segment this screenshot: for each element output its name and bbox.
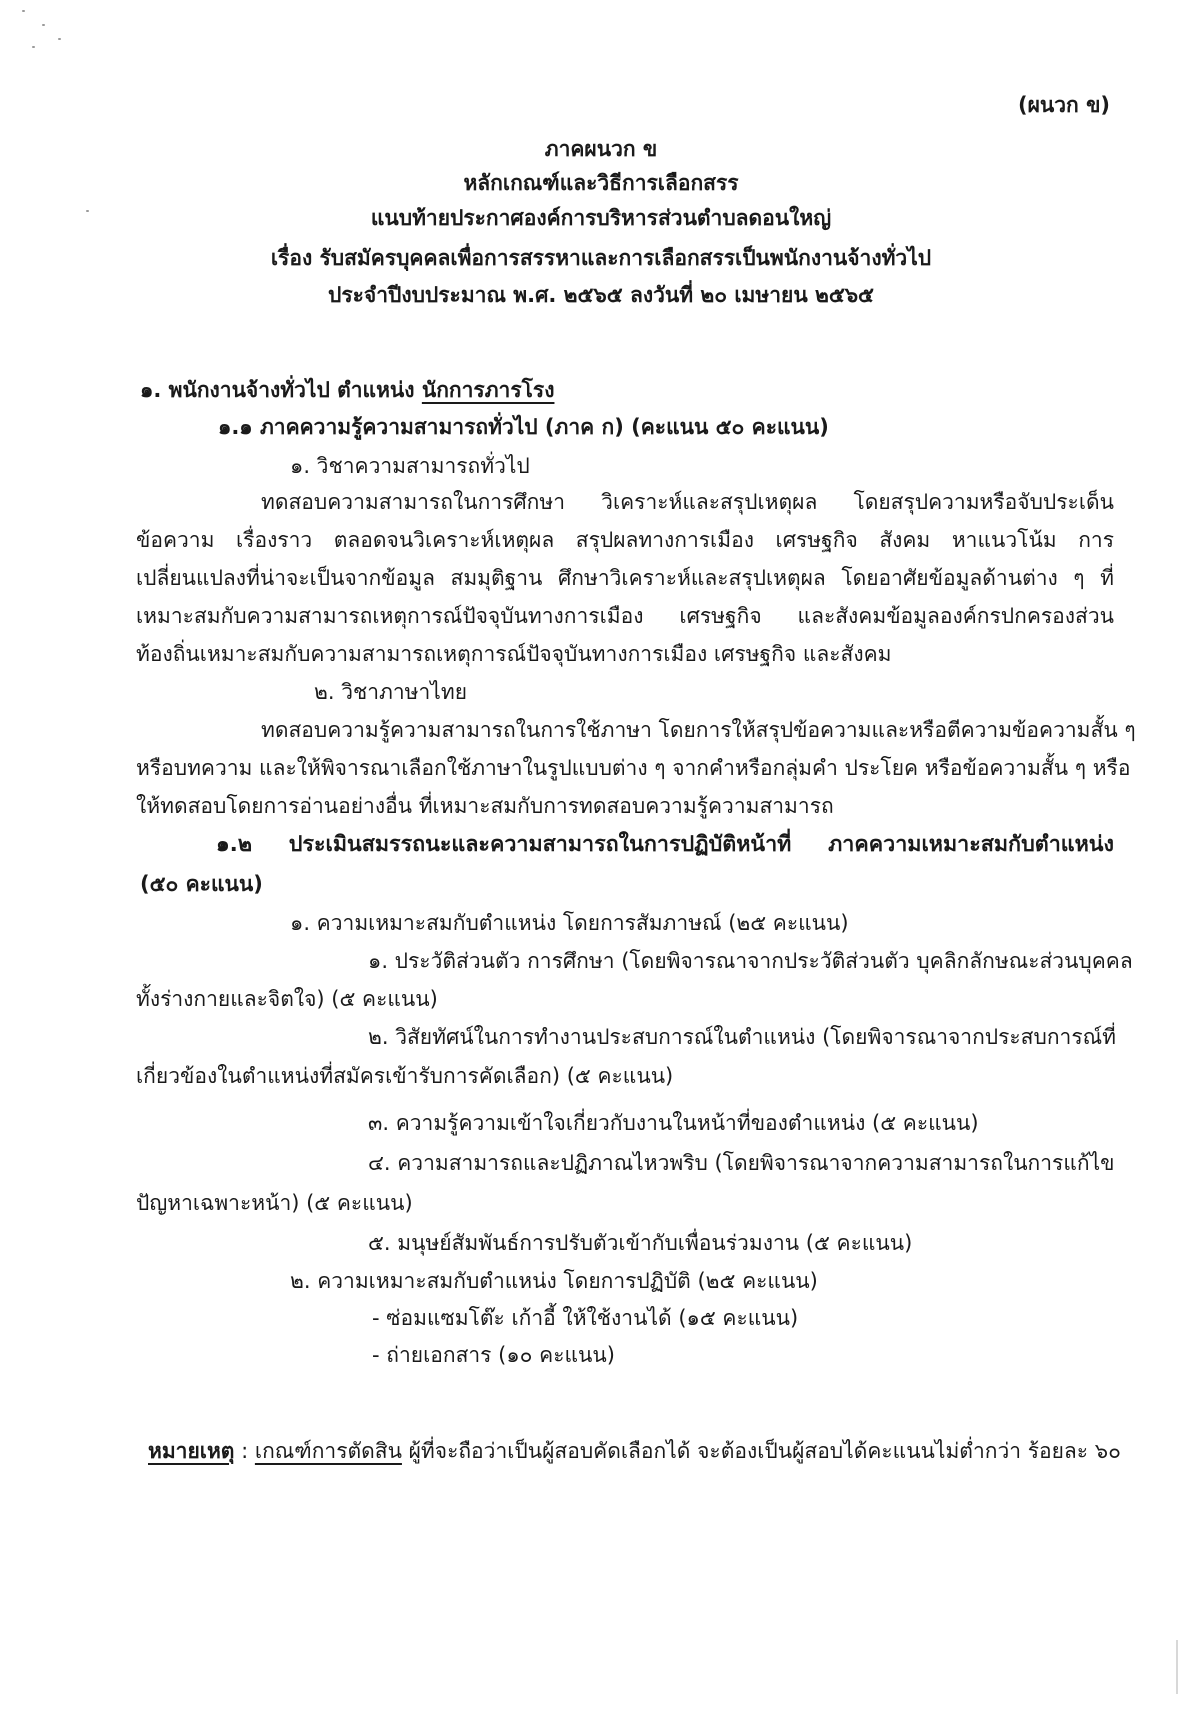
subject-1-title: ๑. วิชาความสามารถทั่วไป [290,454,530,478]
subject-1-para-line: ข้อความ เรื่องราว ตลอดจนวิเคราะห์เหตุผล สรุปผลทางการเมือง เศรษฐกิจ สังคม หาแนวโน้ม การ [136,528,1114,552]
interview-item-4-cont: ปัญหาเฉพาะหน้า) (๕ คะแนน) [136,1191,413,1215]
section-1-heading [140,375,554,405]
subject-2-para-line: ให้ทดสอบโดยการอ่านอย่างอื่น ที่เหมาะสมกับการทดสอบความรู้ความสามารถ [136,794,834,818]
scan-speck [22,10,25,12]
scan-speck [32,46,35,48]
interview-item-3: ๓. ความรู้ความเข้าใจเกี่ยวกับงานในหน้าที่ของตำแหน่ง (๕ คะแนน) [368,1111,979,1135]
subject-1-para-line: เหมาะสมกับความสามารถเหตุการณ์ปัจจุบันทางการเมือง เศรษฐกิจ และสังคมข้อมูลองค์กรปกครองส่วน [136,604,1114,628]
title-line-2: หลักเกณฑ์และวิธีการเลือกสรร [463,171,739,195]
position-name: นักการภารโรง [421,378,555,402]
scan-edge-mark [1176,1640,1178,1694]
practical-item: - ถ่ายเอกสาร (๑๐ คะแนน) [372,1343,615,1367]
subject-1-para-line: ท้องถิ่นเหมาะสมกับความสามารถเหตุการณ์ปัจจุบันทางการเมือง เศรษฐกิจ และสังคม [136,642,892,666]
interview-title: ๑. ความเหมาะสมกับตำแหน่ง โดยการสัมภาษณ์ (๒๕ คะแนน) [290,911,849,935]
subject-2-title: ๒. วิชาภาษาไทย [314,680,468,704]
title-line-3: แนบท้ายประกาศองค์การบริหารส่วนตำบลดอนใหญ่ [370,206,832,230]
section-1-2-heading-score: (๕๐ คะแนน) [140,872,263,896]
note-label: หมายเหตุ [148,1439,235,1463]
subject-1-para-line: ทดสอบความสามารถในการศึกษา วิเคราะห์และสรุปเหตุผล โดยสรุปความหรือจับประเด็น [261,490,1114,514]
criteria-label: เกณฑ์การตัดสิน [254,1439,402,1463]
interview-item-2: ๒. วิสัยทัศน์ในการทำงานประสบการณ์ในตำแหน่ง (โดยพิจารณาจากประสบการณ์ที่ [368,1025,1116,1049]
practical-item: - ซ่อมแซมโต๊ะ เก้าอี้ ให้ใช้งานได้ (๑๕ คะแนน) [372,1306,799,1330]
section-1-1-heading: ๑.๑ ภาคความรู้ความสามารถทั่วไป (ภาค ก) (คะแนน ๕๐ คะแนน) [218,415,829,439]
subject-2-para-line: ทดสอบความรู้ความสามารถในการใช้ภาษา โดยการให้สรุปข้อความและหรือตีความข้อความสั้น ๆ [261,718,1136,742]
title-line-1: ภาคผนวก ข [544,137,658,161]
interview-item-1: ๑. ประวัติส่วนตัว การศึกษา (โดยพิจารณาจากประวัติส่วนตัว บุคลิกลักษณะส่วนบุคคล [368,949,1133,973]
interview-item-1-cont: ทั้งร่างกายและจิตใจ) (๕ คะแนน) [136,987,438,1011]
scan-speck [58,38,61,40]
scan-speck [42,24,45,26]
interview-item-5: ๕. มนุษย์สัมพันธ์การปรับตัวเข้ากับเพื่อนร่วมงาน (๕ คะแนน) [368,1231,913,1255]
title-line-4: เรื่อง รับสมัครบุคคลเพื่อการสรรหาและการเลือกสรรเป็นพนักงานจ้างทั่วไป [270,246,932,270]
note-separator: : [234,1439,255,1463]
subject-1-para-line: เปลี่ยนแปลงที่น่าจะเป็นจากข้อมูล สมมุติฐาน ศึกษาวิเคราะห์และสรุปเหตุผล โดยอาศัยข้อมูลด้านต่าง ๆ ที่ [136,566,1114,590]
section-1-2-heading: ๑.๒ ประเมินสมรรถนะและความสามารถในการปฏิบัติหน้าที่ ภาคความเหมาะสมกับตำแหน่ง [216,832,1114,857]
note-line [148,1436,1121,1466]
annex-tag: (ผนวก ข) [1018,93,1111,117]
practical-title: ๒. ความเหมาะสมกับตำแหน่ง โดยการปฏิบัติ (๒๕ คะแนน) [290,1269,818,1293]
interview-item-2-cont: เกี่ยวข้องในตำแหน่งที่สมัครเข้ารับการคัดเลือก) (๕ คะแนน) [136,1064,674,1088]
section-1-heading-prefix: ๑. พนักงานจ้างทั่วไป ตำแหน่ง [140,378,422,402]
subject-2-para-line: หรือบทความ และให้พิจารณาเลือกใช้ภาษาในรูปแบบต่าง ๆ จากคำหรือกลุ่มคำ ประโยค หรือข้อความสั้น ๆ หรือ [136,756,1131,780]
note-text: ผู้ที่จะถือว่าเป็นผู้สอบคัดเลือกได้ จะต้องเป็นผู้สอบได้คะแนนไม่ต่ำกว่า ร้อยละ ๖๐ [401,1439,1121,1463]
title-line-5: ประจำปีงบประมาณ พ.ศ. ๒๕๖๕ ลงวันที่ ๒๐ เมษายน ๒๕๖๕ [328,283,874,307]
interview-item-4: ๔. ความสามารถและปฏิภาณไหวพริบ (โดยพิจารณาจากความสามารถในการแก้ไข [368,1151,1115,1175]
